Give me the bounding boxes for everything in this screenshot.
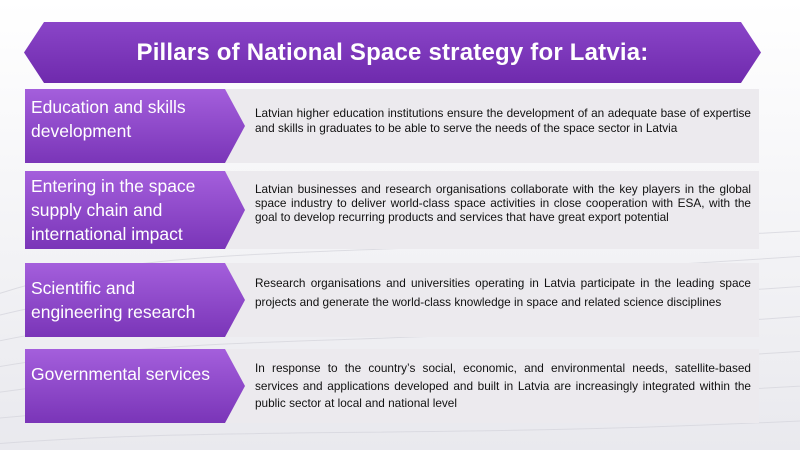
- pillar-title: Scientific and engineering research: [31, 278, 196, 322]
- pillar-chevron: [25, 171, 245, 249]
- pillar-chevron: [25, 263, 245, 337]
- pillar-description: Research organisations and universities operating in Latvia participate in the leading space projects and generate the world-class knowledge in space and related science disciplines: [255, 276, 751, 309]
- page-title: Pillars of National Space strategy for Latvia:: [136, 38, 649, 66]
- pillar-title: Education and skills development: [31, 97, 186, 141]
- pillar-chevron: [25, 349, 245, 423]
- pillar-row-education: [25, 89, 759, 163]
- pillar-title: Governmental services: [31, 364, 210, 384]
- pillar-chevron: [25, 89, 245, 163]
- pillar-row-supply-chain: [25, 171, 759, 249]
- pillar-row-research: [25, 263, 759, 337]
- pillar-title: Entering in the space supply chain and international impact: [31, 176, 196, 244]
- pillar-description: Latvian businesses and research organisations collaborate with the key players in the global space industry to deliver world-class space activities in close cooperation with ESA, with the goal to develop recurring products and services that have great export potential: [255, 182, 751, 225]
- title-banner: [24, 22, 761, 83]
- pillar-row-governmental: [25, 349, 759, 423]
- pillar-description: In response to the country’s social, economic, and environmental needs, satellite-based services and applications developed and built in Latvia are increasingly integrated within the public sector at local and national level: [255, 361, 751, 410]
- pillar-description: Latvian higher education institutions ensure the development of an adequate base of expertise and skills in graduates to be able to serve the needs of the space sector in Latvia: [255, 106, 751, 135]
